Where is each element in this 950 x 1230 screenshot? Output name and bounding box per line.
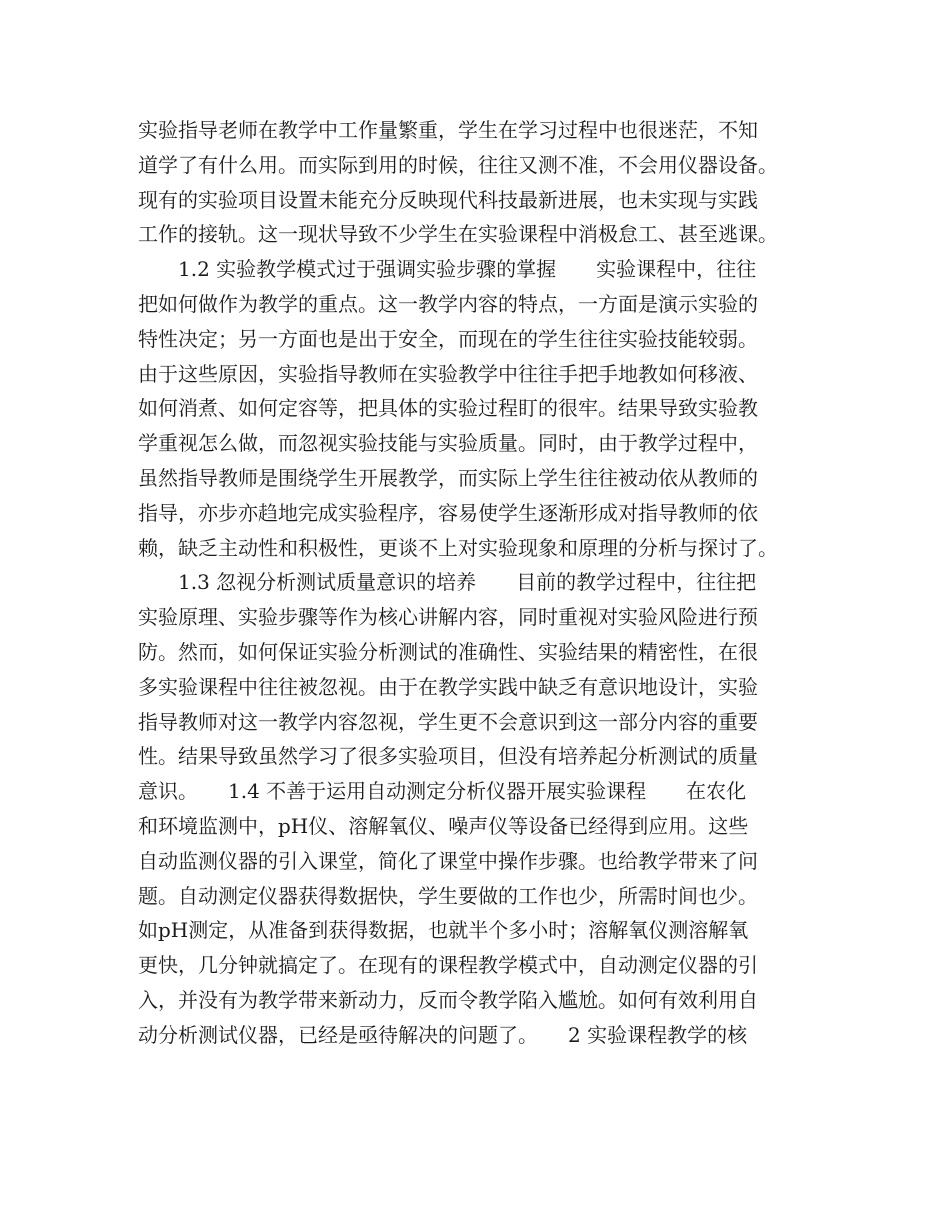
text-line: 指导，亦步亦趋地完成实验程序，容易使学生逐渐形成对指导教师的依 xyxy=(138,500,758,525)
section-heading-1-3-line: 1.3 忽视分析测试质量意识的培养 目前的教学过程中，往往把 xyxy=(138,570,757,595)
text-line: 工作的接轨。这一现状导致不少学生在实验课程中消极怠工、甚至逃课。 xyxy=(138,222,778,247)
document-body xyxy=(138,113,823,1053)
text-line: 多实验课程中往往被忽视。由于在教学实践中缺乏有意识地设计，实验 xyxy=(138,674,758,699)
text-line: 特性决定；另一方面也是出于安全，而现在的学生往往实验技能较弱。 xyxy=(138,326,758,351)
text-line: 由于这些原因，实验指导教师在实验教学中往往手把手地教如何移液、 xyxy=(138,361,758,386)
section-heading-1-2-line: 1.2 实验教学模式过于强调实验步骤的掌握 实验课程中，往往 xyxy=(138,257,757,282)
text-line: 道学了有什么用。而实际到用的时候，往往又测不准，不会用仪器设备。 xyxy=(138,152,778,177)
text-line: 赖，缺乏主动性和积极性，更谈不上对实验现象和原理的分析与探讨了。 xyxy=(138,535,778,560)
text-line: 把如何做作为教学的重点。这一教学内容的特点，一方面是演示实验的 xyxy=(138,291,758,316)
text-line: 实验指导老师在教学中工作量繁重，学生在学习过程中也很迷茫，不知 xyxy=(138,118,758,142)
text-line: 更快，几分钟就搞定了。在现有的课程教学模式中，自动测定仪器的引 xyxy=(138,953,758,978)
section-heading-2-line: 动分析测试仪器，已经是亟待解决的问题了。 2 实验课程教学的核 xyxy=(138,1022,748,1047)
text-line: 和环境监测中，pH仪、溶解氧仪、噪声仪等设备已经得到应用。这些 xyxy=(138,813,749,838)
text-line: 防。然而，如何保证实验分析测试的准确性、实验结果的精密性，在很 xyxy=(138,639,758,664)
text-line: 虽然指导教师是围绕学生开展教学，而实际上学生往往被动依从教师的 xyxy=(138,465,758,490)
text-line: 现有的实验项目设置未能充分反映现代科技最新进展，也未实现与实践 xyxy=(138,187,758,212)
text-line: 如pH测定，从准备到获得数据，也就半个多小时；溶解氧仪测溶解氧 xyxy=(138,918,749,943)
text-line: 入，并没有为教学带来新动力，反而令教学陷入尴尬。如何有效利用自 xyxy=(138,987,758,1012)
text-line: 如何消煮、如何定容等，把具体的实验过程盯的很牢。结果导致实验教 xyxy=(138,396,758,421)
section-heading-1-4-line: 意识。 1.4 不善于运用自动测定分析仪器开展实验课程 在农化 xyxy=(138,779,747,804)
text-line: 性。结果导致虽然学习了很多实验项目，但没有培养起分析测试的质量 xyxy=(138,744,758,769)
text-line: 学重视怎么做，而忽视实验技能与实验质量。同时，由于教学过程中， xyxy=(138,431,758,456)
text-line: 实验原理、实验步骤等作为核心讲解内容，同时重视对实验风险进行预 xyxy=(138,605,758,630)
text-line: 题。自动测定仪器获得数据快，学生要做的工作也少，所需时间也少。 xyxy=(138,883,758,908)
text-line: 指导教师对这一教学内容忽视，学生更不会意识到这一部分内容的重要 xyxy=(138,709,758,734)
text-line: 自动监测仪器的引入课堂，简化了课堂中操作步骤。也给教学带来了问 xyxy=(138,848,758,873)
